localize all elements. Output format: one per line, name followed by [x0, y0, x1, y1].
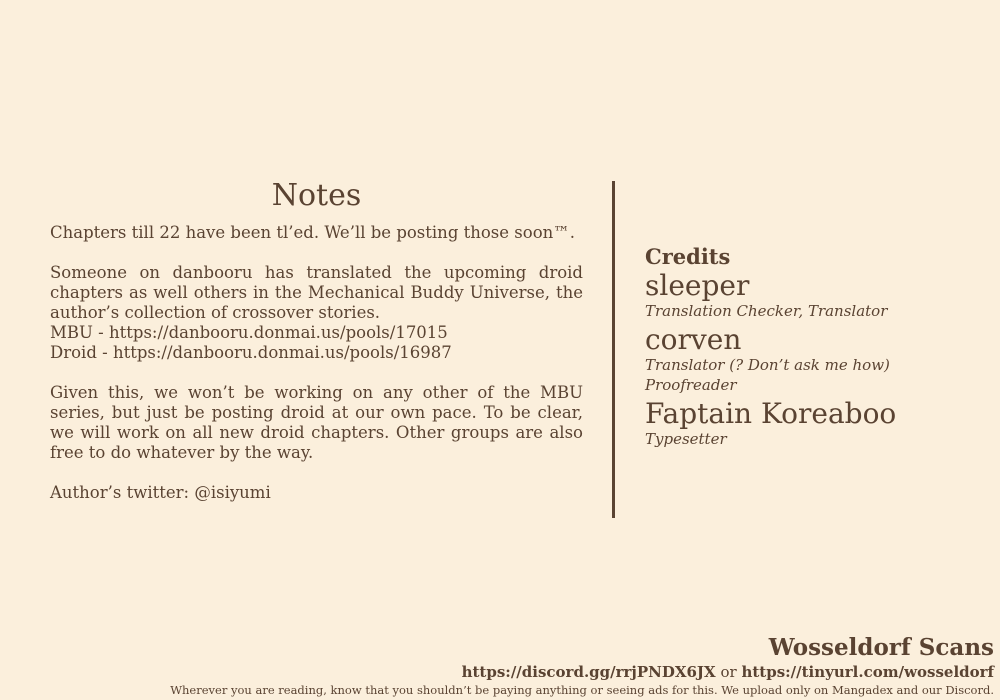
- notes-paragraph-2-text: Someone on danbooru has translated the upcoming droid chapters as well others in the Mechanical Buddy Universe, the author’s collection of crossover stories.: [50, 263, 583, 322]
- credit-entry-faptain-koreaboo: [645, 399, 985, 449]
- notes-paragraph-1: Chapters till 22 have been tl’ed. We’ll be posting those soon™.: [50, 223, 575, 242]
- or-text: or: [720, 663, 737, 681]
- notes-paragraph-3: Given this, we won’t be working on any other of the MBU series, but just be posting droid at our own pace. To be clear, we will work on all new droid chapters. Other groups are also free to do whatever by the way.: [50, 383, 583, 462]
- notes-title: Notes: [271, 178, 362, 213]
- footer-links: [170, 662, 994, 682]
- notes-section: [50, 178, 583, 523]
- credit-entry-sleeper: [645, 271, 985, 321]
- credit-name: sleeper: [645, 269, 750, 302]
- credit-role: Translation Checker, Translator: [645, 302, 888, 320]
- credit-role-secondary: Proofreader: [645, 376, 737, 394]
- credits-title: Credits: [645, 244, 731, 269]
- notes-paragraph-2: [50, 263, 583, 363]
- droid-pool-link: Droid - https://danbooru.donmai.us/pools/16987: [50, 343, 452, 362]
- footer-note: Wherever you are reading, know that you shouldn’t be paying anything or seeing ads for this. We upload only on Mangadex and our Discord.: [170, 683, 994, 697]
- group-name: Wosseldorf Scans: [768, 634, 994, 661]
- notes-paragraph-4: Author’s twitter: @isiyumi: [50, 483, 271, 502]
- credits-section: [645, 244, 985, 453]
- mbu-pool-link: MBU - https://danbooru.donmai.us/pools/17015: [50, 323, 448, 342]
- credit-name: corven: [645, 323, 742, 356]
- discord-link[interactable]: https://discord.gg/rrjPNDX6JX: [461, 663, 716, 681]
- credit-role: Translator (? Don’t ask me how): [645, 356, 890, 374]
- vertical-divider: [612, 181, 615, 518]
- footer: [170, 634, 994, 698]
- credit-role: Typesetter: [645, 430, 727, 448]
- credit-name: Faptain Koreaboo: [645, 397, 897, 430]
- tinyurl-link[interactable]: https://tinyurl.com/wosseldorf: [741, 663, 994, 681]
- credit-entry-corven: [645, 325, 985, 395]
